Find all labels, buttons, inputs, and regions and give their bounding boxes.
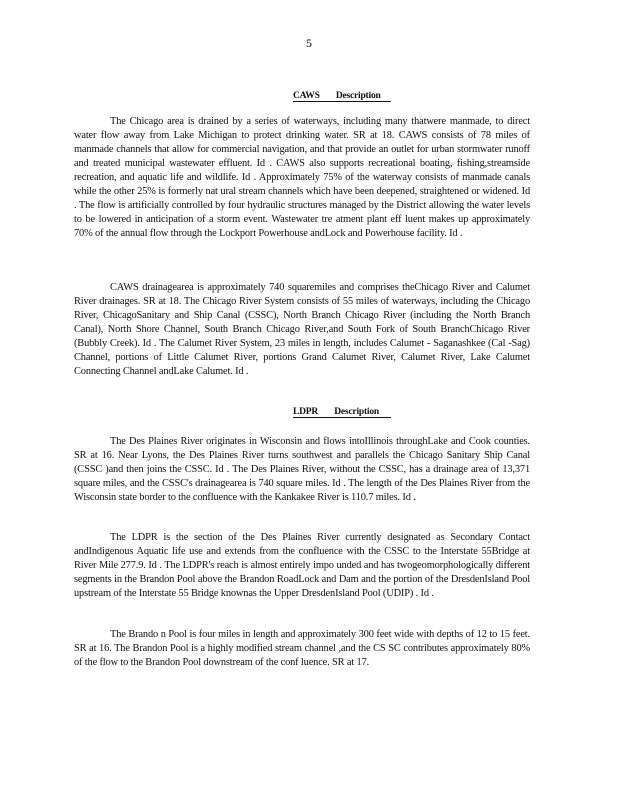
section-heading-ldpr [0,407,618,418]
paragraph-brandon-pool: The Brando n Pool is four miles in length and approximately 300 feet wide with depths of 12 to 15 feet. SR at 16. The Brandon Pool is a highly modified stream channel ,and the CS SC contributes approximately 80% of the flow to the Brandon Pool downstream of the conf luence. SR at 17. [74,629,530,668]
ldpr-heading-text: LDPR Description [293,407,391,418]
paragraph-caws-drainage: CAWS drainagearea is approximately 740 squaremiles and comprises theChicago River and Calumet River drainages. SR at 18. The Chicago River System consists of 55 miles of waterways, including the Chicago River, ChicagoSanitary and Ship Canal (CSSC), North Branch Chicago River (including the North Branch Canal), North Shore Channel, South Branch Chicago River,and South Fork of South BranchChicago River (Bubbly Creek). Id . The Calumet River System, 23 miles in length, includes Calumet - Saganashkee (Cal -Sag) Channel, portions of Little Calumet River, portions Grand Calumet River, Calumet River, Lake Calumet Connecting Channel andLake Calumet. Id . [74,282,530,377]
caws-heading-text: CAWS Description [293,91,391,102]
page-number: 5 [306,36,312,50]
paragraph-caws-overview: The Chicago area is drained by a series of waterways, including many thatwere manmade, to direct water flow away from Lake Michigan to protect drinking water. SR at 18. CAWS consists of 78 miles of manmade channels that allow for commercial navigation, and that provide an outlet for urban stormwater runoff and treated municipal wastewater effluent. Id . CAWS also supports recreational boating, fishing,streamside recreation, and aquatic life and wildlife. Id . Approximately 75% of the waterway consists of manmade canals while the other 25% is formerly nat ural stream channels which have been deepened, straightened or widened. Id . The flow is artificially controlled by four hydraulic structures managed by the District allowing the water levels to be lowered in anticipation of a storm event. Wastewater tre atment plant eff luent makes up approximately 70% of the annual flow through the Lockport Powerhouse andLock and Powerhouse facility. Id . [74,116,530,239]
paragraph-ldpr-section: The LDPR is the section of the Des Plaines River currently designated as Secondary Contact andIndigenous Aquatic life use and extends from the confluence with the CSSC to the Interstate 55Bridge at River Mile 277.9. Id . The LDPR's reach is almost entirely impo unded and has twogeomorphologically different segments in the Brandon Pool above the Brandon RoadLock and Dam and the portion of the DresdenIsland Pool upstream of the Interstate 55 Bridge knownas the Upper DresdenIsland Pool (UDIP) . Id . [74,532,530,599]
section-heading-caws [0,91,618,102]
paragraph-des-plaines-origin: The Des Plaines River originates in Wisconsin and flows intoIllinois throughLake and Cook counties. SR at 16. Near Lyons, the Des Plaines River turns southwest and parallels the Chicago Sanitary Ship Canal (CSSC )and then joins the CSSC. Id . The Des Plaines River, without the CSSC, has a drainage area of 13,371 square miles, and the CSSC's drainagearea is 740 square miles. Id . The length of the Des Plaines River from the Wisconsin state border to the confluence with the Kankakee River is 110.7 miles. Id . [74,436,530,503]
